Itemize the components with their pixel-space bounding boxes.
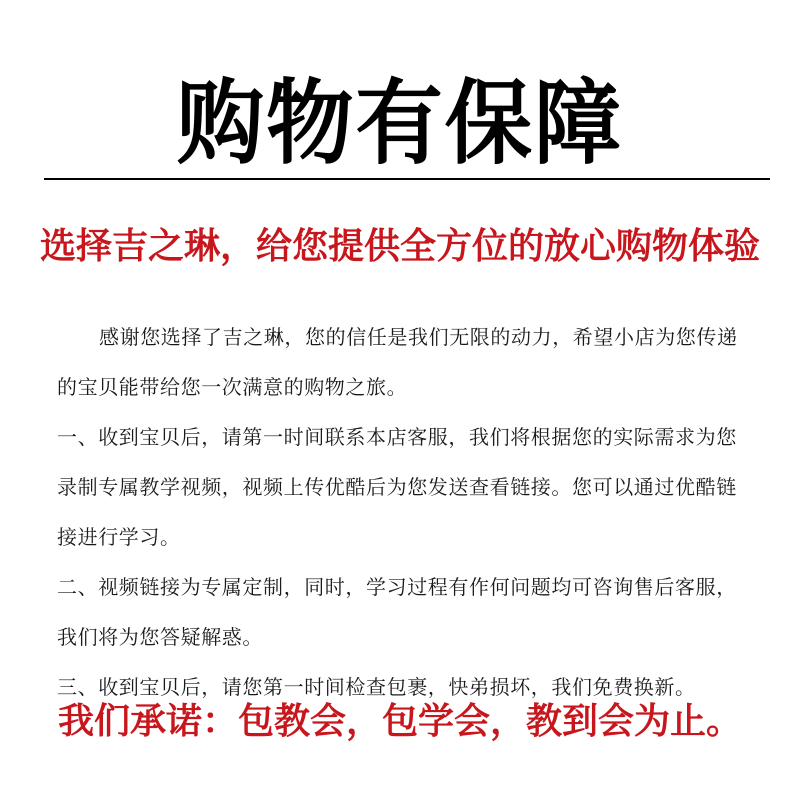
guarantee-point-3: 三、收到宝贝后，请您第一时间检查包裹，快弟损坏，我们免费换新。 (57, 675, 696, 699)
guarantee-body (57, 312, 757, 712)
page-title: 购物有保障 (176, 69, 624, 177)
promise-statement: 我们承诺：包教会，包学会，教到会为止。 (57, 701, 742, 742)
intro-paragraph: 感谢您选择了吉之琳，您的信任是我们无限的动力，希望小店为您传递的宝贝能带给您一次满意的购物之旅。 (57, 325, 738, 399)
guarantee-point-1: 一、收到宝贝后，请第一时间联系本店客服，我们将根据您的实际需求为您录制专属教学视频，视频上传优酷后为您发送查看链接。您可以通过优酷链接进行学习。 (57, 425, 737, 549)
tagline: 选择吉之琳，给您提供全方位的放心购物体验 (39, 226, 760, 267)
title-divider (44, 178, 770, 180)
guarantee-point-2: 二、视频链接为专属定制，同时，学习过程有作何问题均可咨询售后客服，我们将为您答疑解惑。 (57, 575, 737, 649)
